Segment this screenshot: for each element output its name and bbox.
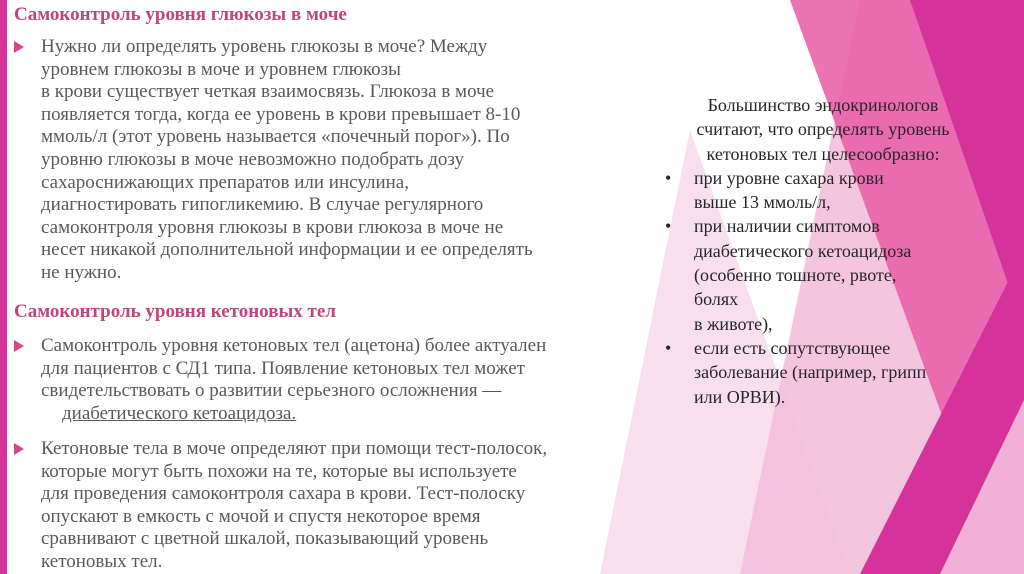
- recommendation-item-line: или ОРВИ).: [694, 386, 786, 407]
- heading-glucose: Самоконтроль уровня глюкозы в моче: [14, 4, 347, 25]
- recommendation-item-line: болях: [694, 289, 739, 310]
- recommendation-item-line: диабетического кетоацидоза: [694, 240, 912, 261]
- bullet-ketones-line: Самоконтроль уровня кетоновых тел (ацетона) более актуален: [41, 335, 547, 356]
- bullet-glucose-line: появляется тогда, когда ее уровень в крови превышает 8-10: [41, 103, 521, 125]
- bullet-ketones-line: опускают в емкость с мочой и спустя некоторое время: [41, 505, 481, 527]
- bullet-ketones-line: Кетоновые тела в моче определяют при помощи тест-полосок,: [41, 438, 548, 459]
- bullet-dot-icon: •: [665, 167, 672, 188]
- bullet-ketones-2: [14, 438, 547, 574]
- bullet-glucose: [14, 36, 533, 285]
- bullet-ketones-line: для пациентов с СД1 типа. Появление кетоновых тел может: [41, 357, 525, 379]
- recommendation-item-illness: [658, 336, 988, 409]
- bullet-dot-icon: •: [665, 216, 672, 237]
- recommendation-intro-line: Большинство эндокринологов: [707, 95, 939, 115]
- bullet-glucose-line: ммоль/л (этот уровень называется «почечный порог»). По: [41, 126, 510, 148]
- bullet-ketones-line: для проведения самоконтроля сахара в крови. Тест-полоску: [41, 483, 526, 505]
- bullet-ketones-1: [14, 335, 546, 425]
- recommendation-intro-line: считают, что определять уровень: [696, 119, 950, 140]
- bullet-glucose-line: не нужно.: [41, 261, 122, 283]
- triangle-bullet-icon: [14, 340, 24, 352]
- triangle-bullet-icon: [14, 41, 24, 53]
- bullet-ketones-line: свидетельствовать о развитии серьезного осложнения —: [41, 380, 502, 402]
- bullet-glucose-line: сахароснижающих препаратов или инсулина,: [41, 171, 409, 193]
- recommendation-item-line: заболевание (например, грипп: [694, 362, 927, 383]
- recommendation-intro-line: кетоновых тел целесообразно:: [706, 143, 940, 164]
- recommendation-box: [658, 93, 988, 409]
- recommendation-item-symptoms: [658, 214, 988, 335]
- bullet-glucose-line: Нужно ли определять уровень глюкозы в моче? Между: [41, 36, 488, 57]
- recommendation-item-line: (особенно тошноте, рвоте,: [694, 265, 897, 286]
- bullet-ketones-line: сравнивают с цветной шкалой, показывающий уровень: [41, 528, 489, 550]
- ketoacidosis-link[interactable]: диабетического кетоацидоза.: [62, 402, 297, 424]
- bullet-ketones-line: которые могут быть похожи на те, которые вы используете: [41, 460, 517, 482]
- bullet-glucose-line: несет никакой дополнительной информации и ее определять: [41, 239, 533, 261]
- bullet-ketones-line: кетоновых тел.: [41, 550, 163, 572]
- recommendation-list: [658, 166, 988, 409]
- recommendation-item-line: если есть сопутствующее: [694, 337, 891, 358]
- heading-ketones: Самоконтроль уровня кетоновых тел: [14, 301, 336, 322]
- triangle-bullet-icon: [14, 443, 24, 455]
- recommendation-item-blood-sugar: [658, 166, 988, 215]
- bullet-glucose-line: уровнем глюкозы в моче и уровнем глюкозы: [41, 58, 401, 80]
- bullet-glucose-line: в крови существует четкая взаимосвязь. Глюкоза в моче: [41, 81, 495, 103]
- bullet-glucose-line: самоконтроля уровня глюкозы в крови глюкоза в моче не: [41, 216, 504, 238]
- recommendation-item-line: при уровне сахара крови: [694, 167, 884, 188]
- recommendation-item-line: при наличии симптомов: [694, 216, 880, 237]
- bullet-glucose-line: диагностировать гипогликемию. В случае регулярного: [41, 194, 484, 216]
- bullet-dot-icon: •: [665, 337, 672, 358]
- recommendation-item-line: в животе),: [694, 313, 773, 334]
- recommendation-item-line: выше 13 ммоль/л,: [694, 192, 831, 213]
- bullet-glucose-line: уровню глюкозы в моче невозможно подобрать дозу: [41, 148, 465, 170]
